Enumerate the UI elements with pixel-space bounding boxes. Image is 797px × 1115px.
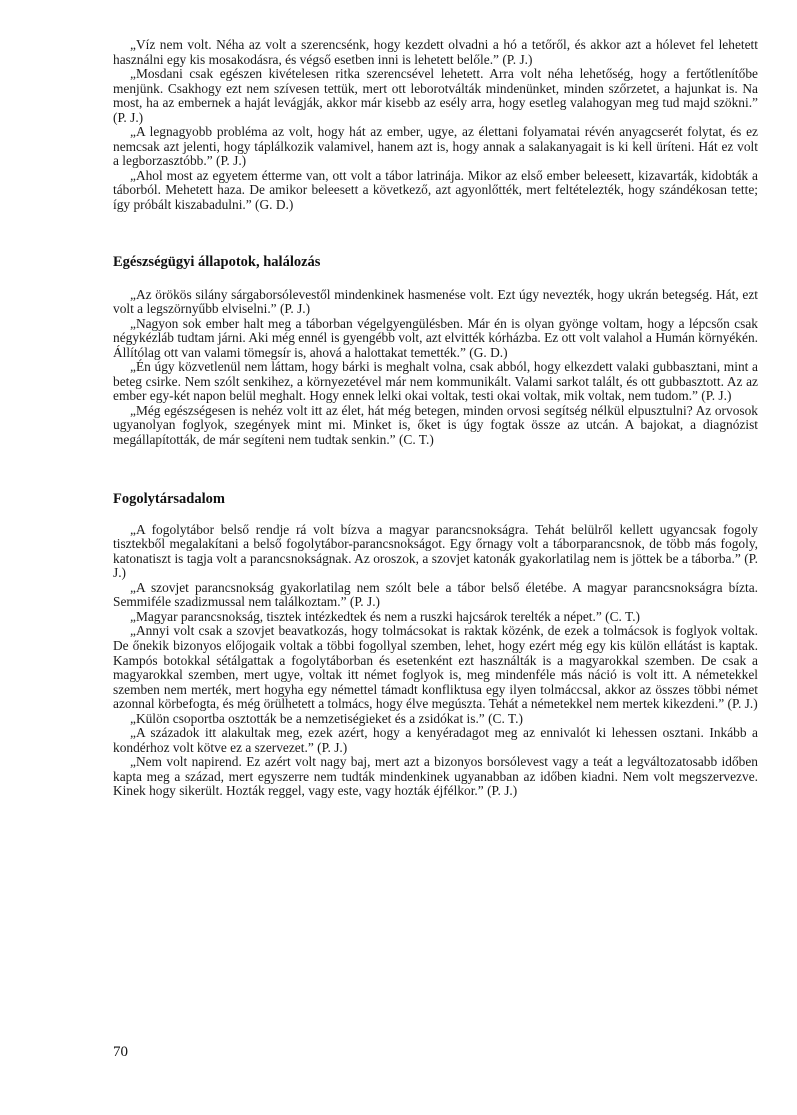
- paragraph: „Még egészségesen is nehéz volt itt az élet, hát még betegen, minden orvosi segítség nélkül elpusztulni? Az orvosok ugyanolyan foglyok, szegények mint mi. Minket is, őket is úgy fogtak össze az utcán. A bajokat, a diagnózist megállapították, de már segíteni nem tudtak senkin.” (C. T.): [113, 402, 758, 448]
- paragraph: „A fogolytábor belső rendje rá volt bízva a magyar parancsnokságra. Tehát belülről kellett ugyancsak fogoly tisztekből megalakítani a belső fogolytábor-parancsnokságot. Egy őrnagy volt a táborparancsnok, de több más fogoly, katonatiszt is tagja volt a parancsnokságnak. Az oroszok, a szovjet katonák gyakorlatilag nem is jöttek be a táborba.” (P. J.): [113, 521, 758, 581]
- section-society: [113, 523, 758, 799]
- page-body: [113, 38, 758, 799]
- section-heading: Egészségügyi állapotok, halálozás: [113, 253, 321, 270]
- paragraph: „Ahol most az egyetem étterme van, ott volt a tábor latrinája. Mikor az első ember beleesett, kizavarták, kidobták a táborból. Mehetett haza. De amikor beleesett a következő, azt agyonlőtték, mert feltételezték, hogy szándékosan tette; így próbált kiszabadulni.” (G. D.): [113, 167, 758, 213]
- section-intro: [113, 38, 758, 213]
- paragraph: „Nagyon sok ember halt meg a táborban végelgyengülésben. Már én is olyan gyönge voltam, hogy a lépcsőn csak négykézláb tudtam járni. Aki még ennél is gyengébb volt, azt elvitték kórházba. Ez ott volt valahol a Humán környékén. Állítólag ott van valami tömegsír is, ahová a halottakat temették.” (G. D.): [113, 315, 758, 360]
- paragraph: „Az örökös silány sárgaborsólevestől mindenkinek hasmenése volt. Ezt úgy nevezték, hogy ukrán betegség. Hát, ezt volt a legszörnyűbb elviselni.” (P. J.): [113, 286, 758, 317]
- paragraph: „A legnagyobb probléma az volt, hogy hát az ember, ugye, az élettani folyamatai révén anyagcserét folytat, és ez nemcsak azt jelenti, hogy táplálkozik valamivel, hanem azt is, hogy annak a salakanyagait is ki kell üríteni. Hát ez volt a legborzasztóbb.” (P. J.): [113, 124, 758, 169]
- paragraph: „Magyar parancsnokság, tisztek intézkedtek és nem a ruszki hajcsárok terelték a népet.” (C. T.): [130, 608, 641, 624]
- paragraph: „Külön csoportba osztották be a nemzetiségieket és a zsidókat is.” (C. T.): [130, 710, 523, 726]
- paragraph: „Mosdani csak egészen kivételesen ritka szerencsével lehetett. Arra volt néha lehetőség, hogy a fertőtlenítőbe menjünk. Csakhogy ezt nem szívesen tettük, mert ott leborotválták mindenünket, minden szőrzetet, a hajunkat is. Na most, ha az embernek a haját levágják, akkor már kisebb az esély arra, hogy esetleg valahogyan meg tud majd szökni.” (P. J.): [113, 66, 758, 125]
- section-heading: Fogolytársadalom: [113, 490, 225, 507]
- section-health: [113, 288, 758, 448]
- paragraph: „Víz nem volt. Néha az volt a szerencsénk, hogy kezdett olvadni a hó a tetőről, és akkor azt a hólevet fel lehetett használni egy kis mosakodásra, és végső esetben inni is lehetett belőle.” (P. J.): [113, 37, 758, 67]
- paragraph: „Én úgy közvetlenül nem láttam, hogy bárki is meghalt volna, csak abból, hogy elkezdett valaki gubbasztani, mint a beteg csirke. Nem szólt senkihez, a környezetével már nem kommunikált. Valami sarkot talált, és ott gubbasztott. Az az ember egy-két napon belül meghalt. Hogy ennek lelki okai voltak, testi okai voltak, mik voltak, nem tudom.” (P. J.): [113, 359, 758, 404]
- paragraph: „A szovjet parancsnokság gyakorlatilag nem szólt bele a tábor belső életébe. A magyar parancsnokságra bízta. Semmiféle szadizmussal nem találkoztam.” (P. J.): [113, 579, 758, 610]
- paragraph: „Nem volt napirend. Ez azért volt nagy baj, mert azt a bizonyos borsólevest vagy a teát a legváltozatosabb időben kapta meg a század, mert egyszerre nem tudták mindenkinek ugyanabban az időben kiadni. Nem volt megszervezve. Kinek hogy sikerült. Hozták reggel, vagy este, vagy hozták éjfélkor.” (P. J.): [113, 754, 758, 799]
- paragraph: „Annyi volt csak a szovjet beavatkozás, hogy tolmácsokat is raktak közénk, de ezek a tolmácsok is foglyok voltak. De őnekik bizonyos előjogaik voltak a többi fogollyal szemben, lehet, hogy ezért még egy kis külön ellátást is kaptak. Kampós botokkal sétálgattak a fogolytáborban és esetenként ezt használták is a magyarokkal szemben. De csak a magyarokkal szemben, mert ugye, voltak itt német foglyok is, meg mindenféle más náció is volt itt. A németekkel szemben nem merték, mert hogyha egy némettel támadt konfliktusa egy ilyen tolmáccsal, akkor az összes többi német azonnal körbefogta, és még örülhetett a tolmács, hogy élve megúszta. Tehát a németekkel nem mertek kikezdeni.” (P. J.): [113, 623, 758, 712]
- page-number: 70: [113, 1044, 128, 1060]
- paragraph: „A századok itt alakultak meg, ezek azért, hogy a kenyéradagot meg az ennivalót ki lehessen osztani. Inkább a kondérhoz volt kötve ez a szervezet.” (P. J.): [113, 725, 758, 755]
